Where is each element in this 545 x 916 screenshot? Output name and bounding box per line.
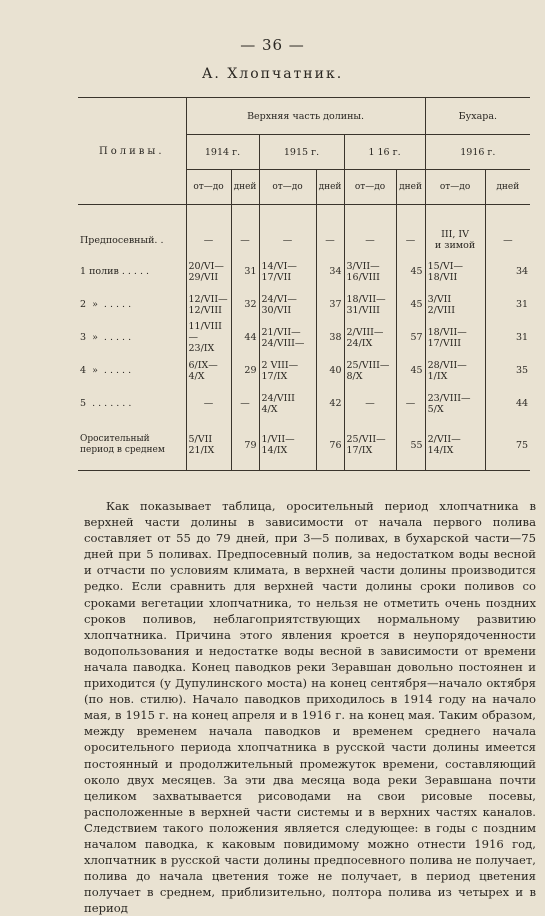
table-cell: 40: [316, 354, 344, 387]
table-cell: —: [231, 387, 259, 420]
table-cell: 20/VI— 29/VII: [186, 255, 231, 288]
row-label: 3 » . . . . .: [80, 332, 132, 343]
table-cell: 37: [316, 288, 344, 321]
table-cell: 38: [316, 321, 344, 354]
row-label: Предпосевный. .: [80, 234, 164, 246]
table-cell: 34: [316, 255, 344, 288]
table-cell: 55: [396, 420, 425, 471]
year-header-1916-upper: 1 16 г.: [344, 135, 425, 170]
row-label: 4 » . . . . .: [80, 365, 132, 376]
table-cell: —: [231, 205, 259, 256]
table-cell: 34: [485, 255, 530, 288]
table-cell: 21/VII— 24/VIII—: [259, 321, 316, 354]
sub-header-days: дней: [485, 170, 530, 205]
group-header-upper-valley: Верхняя часть долины.: [186, 98, 425, 135]
row-label: 2 » . . . . .: [80, 299, 132, 310]
table-cell: 45: [396, 288, 425, 321]
body-paragraph: Как показывает таблица, оросительный период хлопчатника в верхней части долины в зависимости от начала первого полива составляет от 55 до 79 дней, при 3—5 поливах, в бухарской части—75 дней при 5 поливах. Предпосевный полив, за недостатком воды весной и отчасти по условиям климата, в верхней части долины производится редко. Если сравнить для верхней части долины сроки поливов со сроками вегетации хлопчатника, то нельзя не отметить очень поздних сроков поливов, неблагоприятствующих нормальному развитию хлопчатника. Причина этого явления кроется в неупорядоченности водопользования и недостатке воды весной в зависимости от времени начала паводка. Конец паводков реки Зеравшан довольно постоянен и приходится (у Дупулинского моста) на конец сентября—начало октября (по нов. стилю). Начало паводков приходилось в 1914 году на начало мая, в 1915 г. на конец апреля и в 1916 г. на конец мая. Таким образом, между временем начала паводков и временем среднего начала оросительного периода хлопчатника в русской части долины имеется постоянный и продолжительный промежуток времени, составляющий около двух месяцев. За эти два месяца вода реки Зеравшана почти целиком захватывается рисоводами на свои рисовые посевы, расположенные в верхней части системы и в верхних частях каналов. Следствием такого положения является следующее: в годы с поздним началом паводка, к каковым повидимому можно отнести 1916 год, хлопчатник в русской части долины предпосевного полива не получает, полива до начала цветения тоже не получает, в период цветения получает в среднем, приблизительно, полтора полива из четырех и в период: [84, 499, 536, 916]
table-cell: 31: [231, 255, 259, 288]
table-cell: 2/VIII— 24/IX: [344, 321, 396, 354]
table-cell: —: [396, 387, 425, 420]
table-row-irrigation-1: [78, 255, 530, 288]
table-cell: 57: [396, 321, 425, 354]
sub-header-range: от—до: [425, 170, 485, 205]
table-cell: —: [186, 387, 231, 420]
year-header-1916-bukhara: 1916 г.: [425, 135, 530, 170]
year-header-1914: 1914 г.: [186, 135, 259, 170]
table-cell: —: [186, 205, 231, 256]
table-row-average-period: [78, 420, 530, 471]
table-cell: 3/VII 2/VIII: [425, 288, 485, 321]
sub-header-range: от—до: [344, 170, 396, 205]
table-cell: 42: [316, 387, 344, 420]
sub-header-days: дней: [316, 170, 344, 205]
row-label: 1 полив . . . . .: [80, 266, 150, 277]
table-cell: —: [344, 387, 396, 420]
table-cell: 1/VII— 14/IX: [259, 420, 316, 471]
table-cell: 79: [231, 420, 259, 471]
section-title: А. Хлопчатник.: [201, 66, 344, 82]
table-cell: III, IV и зимой: [425, 205, 485, 256]
table-cell: 35: [485, 354, 530, 387]
table-row-irrigation-3: [78, 321, 530, 354]
table-cell: 44: [485, 387, 530, 420]
sub-header-days: дней: [231, 170, 259, 205]
sub-header-range: от—до: [259, 170, 316, 205]
table-row-presowing: [78, 205, 530, 256]
table-cell: 31: [485, 288, 530, 321]
sub-header-days: дней: [396, 170, 425, 205]
table-cell: 29: [231, 354, 259, 387]
table-cell: 2/VII— 14/IX: [425, 420, 485, 471]
table-cell: 25/VIII— 8/X: [344, 354, 396, 387]
table-cell: 12/VII— 12/VIII: [186, 288, 231, 321]
table-cell: 6/IX— 4/X: [186, 354, 231, 387]
table-cell: 14/VI— 17/VII: [259, 255, 316, 288]
table-cell: 11/VIII— 23/IX: [186, 321, 231, 354]
table-cell: 23/VIII— 5/X: [425, 387, 485, 420]
table-cell: —: [485, 205, 530, 256]
table-cell: —: [316, 205, 344, 256]
table-cell: 75: [485, 420, 530, 471]
table-row-irrigation-5: [78, 387, 530, 420]
table-cell: 28/VII— 1/IX: [425, 354, 485, 387]
table-cell: 5/VII 21/IX: [186, 420, 231, 471]
table-cell: 3/VII— 16/VIII: [344, 255, 396, 288]
sub-header-range: от—до: [186, 170, 231, 205]
table-row-irrigation-4: [78, 354, 530, 387]
table-cell: 31: [485, 321, 530, 354]
table-cell: 76: [316, 420, 344, 471]
row-label: Оросительный период в среднем: [78, 420, 186, 471]
table-cell: —: [259, 205, 316, 256]
table-cell: 15/VI— 18/VII: [425, 255, 485, 288]
table-cell: 2 VIII— 17/IX: [259, 354, 316, 387]
table-cell: 24/VIII 4/X: [259, 387, 316, 420]
table-cell: 18/VII— 31/VIII: [344, 288, 396, 321]
table-cell: 32: [231, 288, 259, 321]
table-cell: 18/VII— 17/VIII: [425, 321, 485, 354]
table-row-irrigation-2: [78, 288, 530, 321]
table-cell: —: [396, 205, 425, 256]
group-header-bukhara: Бухара.: [425, 98, 530, 135]
year-header-1915: 1915 г.: [259, 135, 344, 170]
table-cell: 24/VI— 30/VII: [259, 288, 316, 321]
table-cell: 44: [231, 321, 259, 354]
table-cell: 25/VII— 17/IX: [344, 420, 396, 471]
page-number: — 36 —: [240, 36, 305, 54]
table-cell: 45: [396, 354, 425, 387]
column-header-polivy: Поливы.: [78, 98, 186, 205]
irrigation-table: [78, 97, 530, 471]
table-cell: —: [344, 205, 396, 256]
row-label: 5 . . . . . . .: [80, 398, 132, 409]
table-cell: 45: [396, 255, 425, 288]
